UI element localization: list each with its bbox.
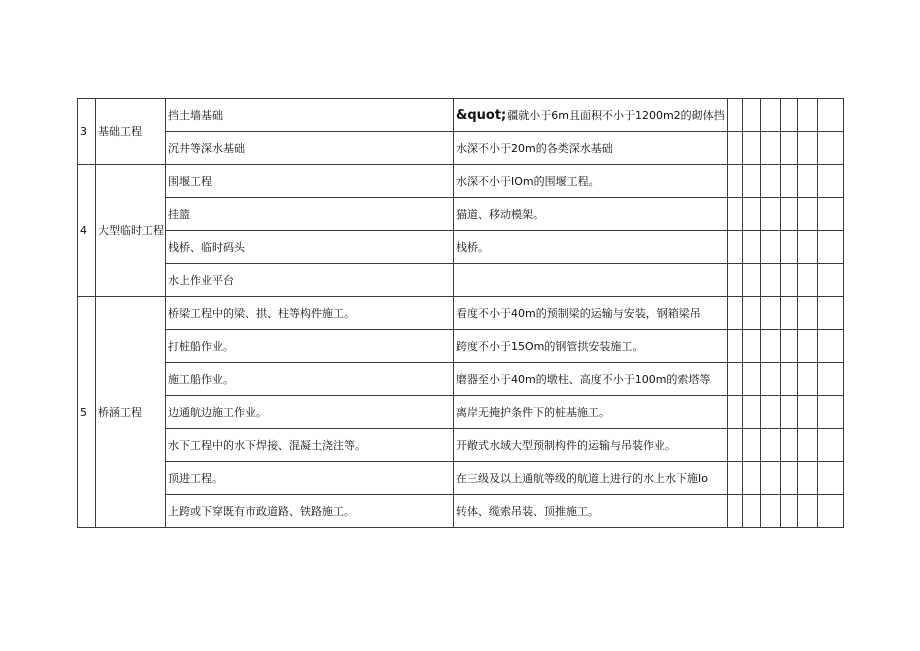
table-row (78, 330, 844, 363)
check-cell (781, 198, 798, 231)
check-cell (728, 165, 743, 198)
check-cell (798, 363, 818, 396)
table-row (78, 396, 844, 429)
check-cell (728, 363, 743, 396)
check-cell (728, 297, 743, 330)
check-cell (781, 231, 798, 264)
check-cell (798, 132, 818, 165)
group-number: 5 (78, 297, 96, 528)
check-cell (728, 396, 743, 429)
check-cell (728, 330, 743, 363)
check-cell (743, 231, 761, 264)
condition-cell: 水深不小于IOm的围堰工程。 (454, 165, 728, 198)
condition-cell: 离岸无掩护条件下的桩基施工。 (454, 396, 728, 429)
check-cell (798, 330, 818, 363)
group-number: 3 (78, 99, 96, 165)
table-row (78, 363, 844, 396)
condition-cell: 跨度不小于15Om的钢管拱安装施工。 (454, 330, 728, 363)
check-cell (818, 99, 844, 132)
item-cell: 水上作业平台 (166, 264, 454, 297)
group-category: 基础工程 (96, 99, 166, 165)
construction-table (77, 98, 844, 528)
check-cell (818, 495, 844, 528)
table-row (78, 495, 844, 528)
check-cell (798, 429, 818, 462)
check-cell (761, 99, 781, 132)
table-row (78, 231, 844, 264)
condition-text: 疆就小于6m且面积不小于1200m2的砌体挡 (507, 108, 725, 122)
check-cell (818, 462, 844, 495)
check-cell (743, 429, 761, 462)
check-cell (728, 99, 743, 132)
check-cell (728, 198, 743, 231)
check-cell (781, 99, 798, 132)
item-cell: 挡土墙基础 (166, 99, 454, 132)
item-cell: 顶进工程。 (166, 462, 454, 495)
check-cell (818, 165, 844, 198)
check-cell (743, 198, 761, 231)
check-cell (743, 330, 761, 363)
check-cell (818, 264, 844, 297)
item-cell: 围堰工程 (166, 165, 454, 198)
check-cell (818, 363, 844, 396)
item-cell: 上跨或下穿既有市政道路、铁路施工。 (166, 495, 454, 528)
table-row (78, 165, 844, 198)
check-cell (728, 429, 743, 462)
check-cell (781, 462, 798, 495)
check-cell (743, 99, 761, 132)
item-cell: 边通航边施工作业。 (166, 396, 454, 429)
check-cell (798, 462, 818, 495)
table-row (78, 198, 844, 231)
item-cell: 栈桥、临时码头 (166, 231, 454, 264)
check-cell (798, 396, 818, 429)
condition-cell (454, 99, 728, 132)
check-cell (798, 165, 818, 198)
check-cell (743, 165, 761, 198)
condition-cell: 栈桥。 (454, 231, 728, 264)
table-row (78, 462, 844, 495)
check-cell (781, 330, 798, 363)
check-cell (761, 264, 781, 297)
check-cell (781, 495, 798, 528)
item-cell: 沉井等深水基础 (166, 132, 454, 165)
check-cell (798, 297, 818, 330)
item-cell: 打桩船作业。 (166, 330, 454, 363)
table-row (78, 429, 844, 462)
check-cell (781, 429, 798, 462)
check-cell (743, 495, 761, 528)
check-cell (818, 132, 844, 165)
check-cell (761, 462, 781, 495)
check-cell (728, 231, 743, 264)
check-cell (818, 396, 844, 429)
item-cell: 挂篮 (166, 198, 454, 231)
check-cell (818, 429, 844, 462)
check-cell (728, 132, 743, 165)
check-cell (818, 297, 844, 330)
check-cell (798, 231, 818, 264)
item-cell: 桥梁工程中的梁、拱、柱等构件施工。 (166, 297, 454, 330)
check-cell (761, 231, 781, 264)
item-cell: 施工船作业。 (166, 363, 454, 396)
check-cell (743, 132, 761, 165)
check-cell (798, 99, 818, 132)
group-category: 桥涵工程 (96, 297, 166, 528)
check-cell (743, 297, 761, 330)
check-cell (728, 462, 743, 495)
check-cell (728, 264, 743, 297)
check-cell (818, 231, 844, 264)
check-cell (743, 462, 761, 495)
check-cell (743, 396, 761, 429)
check-cell (761, 330, 781, 363)
table-row (78, 132, 844, 165)
check-cell (761, 429, 781, 462)
check-cell (743, 264, 761, 297)
check-cell (743, 363, 761, 396)
condition-cell: 磨器至小于40m的墩柱、高度不小于100m的索塔等 (454, 363, 728, 396)
check-cell (761, 363, 781, 396)
condition-cell (454, 264, 728, 297)
check-cell (818, 330, 844, 363)
check-cell (728, 495, 743, 528)
check-cell (798, 264, 818, 297)
condition-cell: 水深不小于20m的各类深水基础 (454, 132, 728, 165)
check-cell (798, 495, 818, 528)
check-cell (781, 297, 798, 330)
check-cell (781, 396, 798, 429)
check-cell (761, 297, 781, 330)
check-cell (781, 264, 798, 297)
condition-cell: 在三级及以上通航等级的航道上进行的水上水下施Io (454, 462, 728, 495)
condition-cell: 看度不小于40m的预制梁的运输与安装，钢箱梁吊 (454, 297, 728, 330)
group-number: 4 (78, 165, 96, 297)
condition-cell: 猫道、移动模架。 (454, 198, 728, 231)
check-cell (761, 396, 781, 429)
table-row (78, 297, 844, 330)
table-row (78, 99, 844, 132)
condition-cell: 开敞式水域大型预制构件的运输与吊装作业。 (454, 429, 728, 462)
check-cell (781, 363, 798, 396)
overlap-glyph: &quot; (456, 107, 507, 123)
check-cell (781, 132, 798, 165)
item-cell: 水下工程中的水下焊接、混凝土浇注等。 (166, 429, 454, 462)
check-cell (818, 198, 844, 231)
check-cell (798, 198, 818, 231)
check-cell (761, 495, 781, 528)
check-cell (761, 198, 781, 231)
check-cell (761, 165, 781, 198)
check-cell (781, 165, 798, 198)
group-category: 大型临时工程 (96, 165, 166, 297)
condition-cell: 转体、缆索吊装、顶推施工。 (454, 495, 728, 528)
check-cell (761, 132, 781, 165)
table-row (78, 264, 844, 297)
